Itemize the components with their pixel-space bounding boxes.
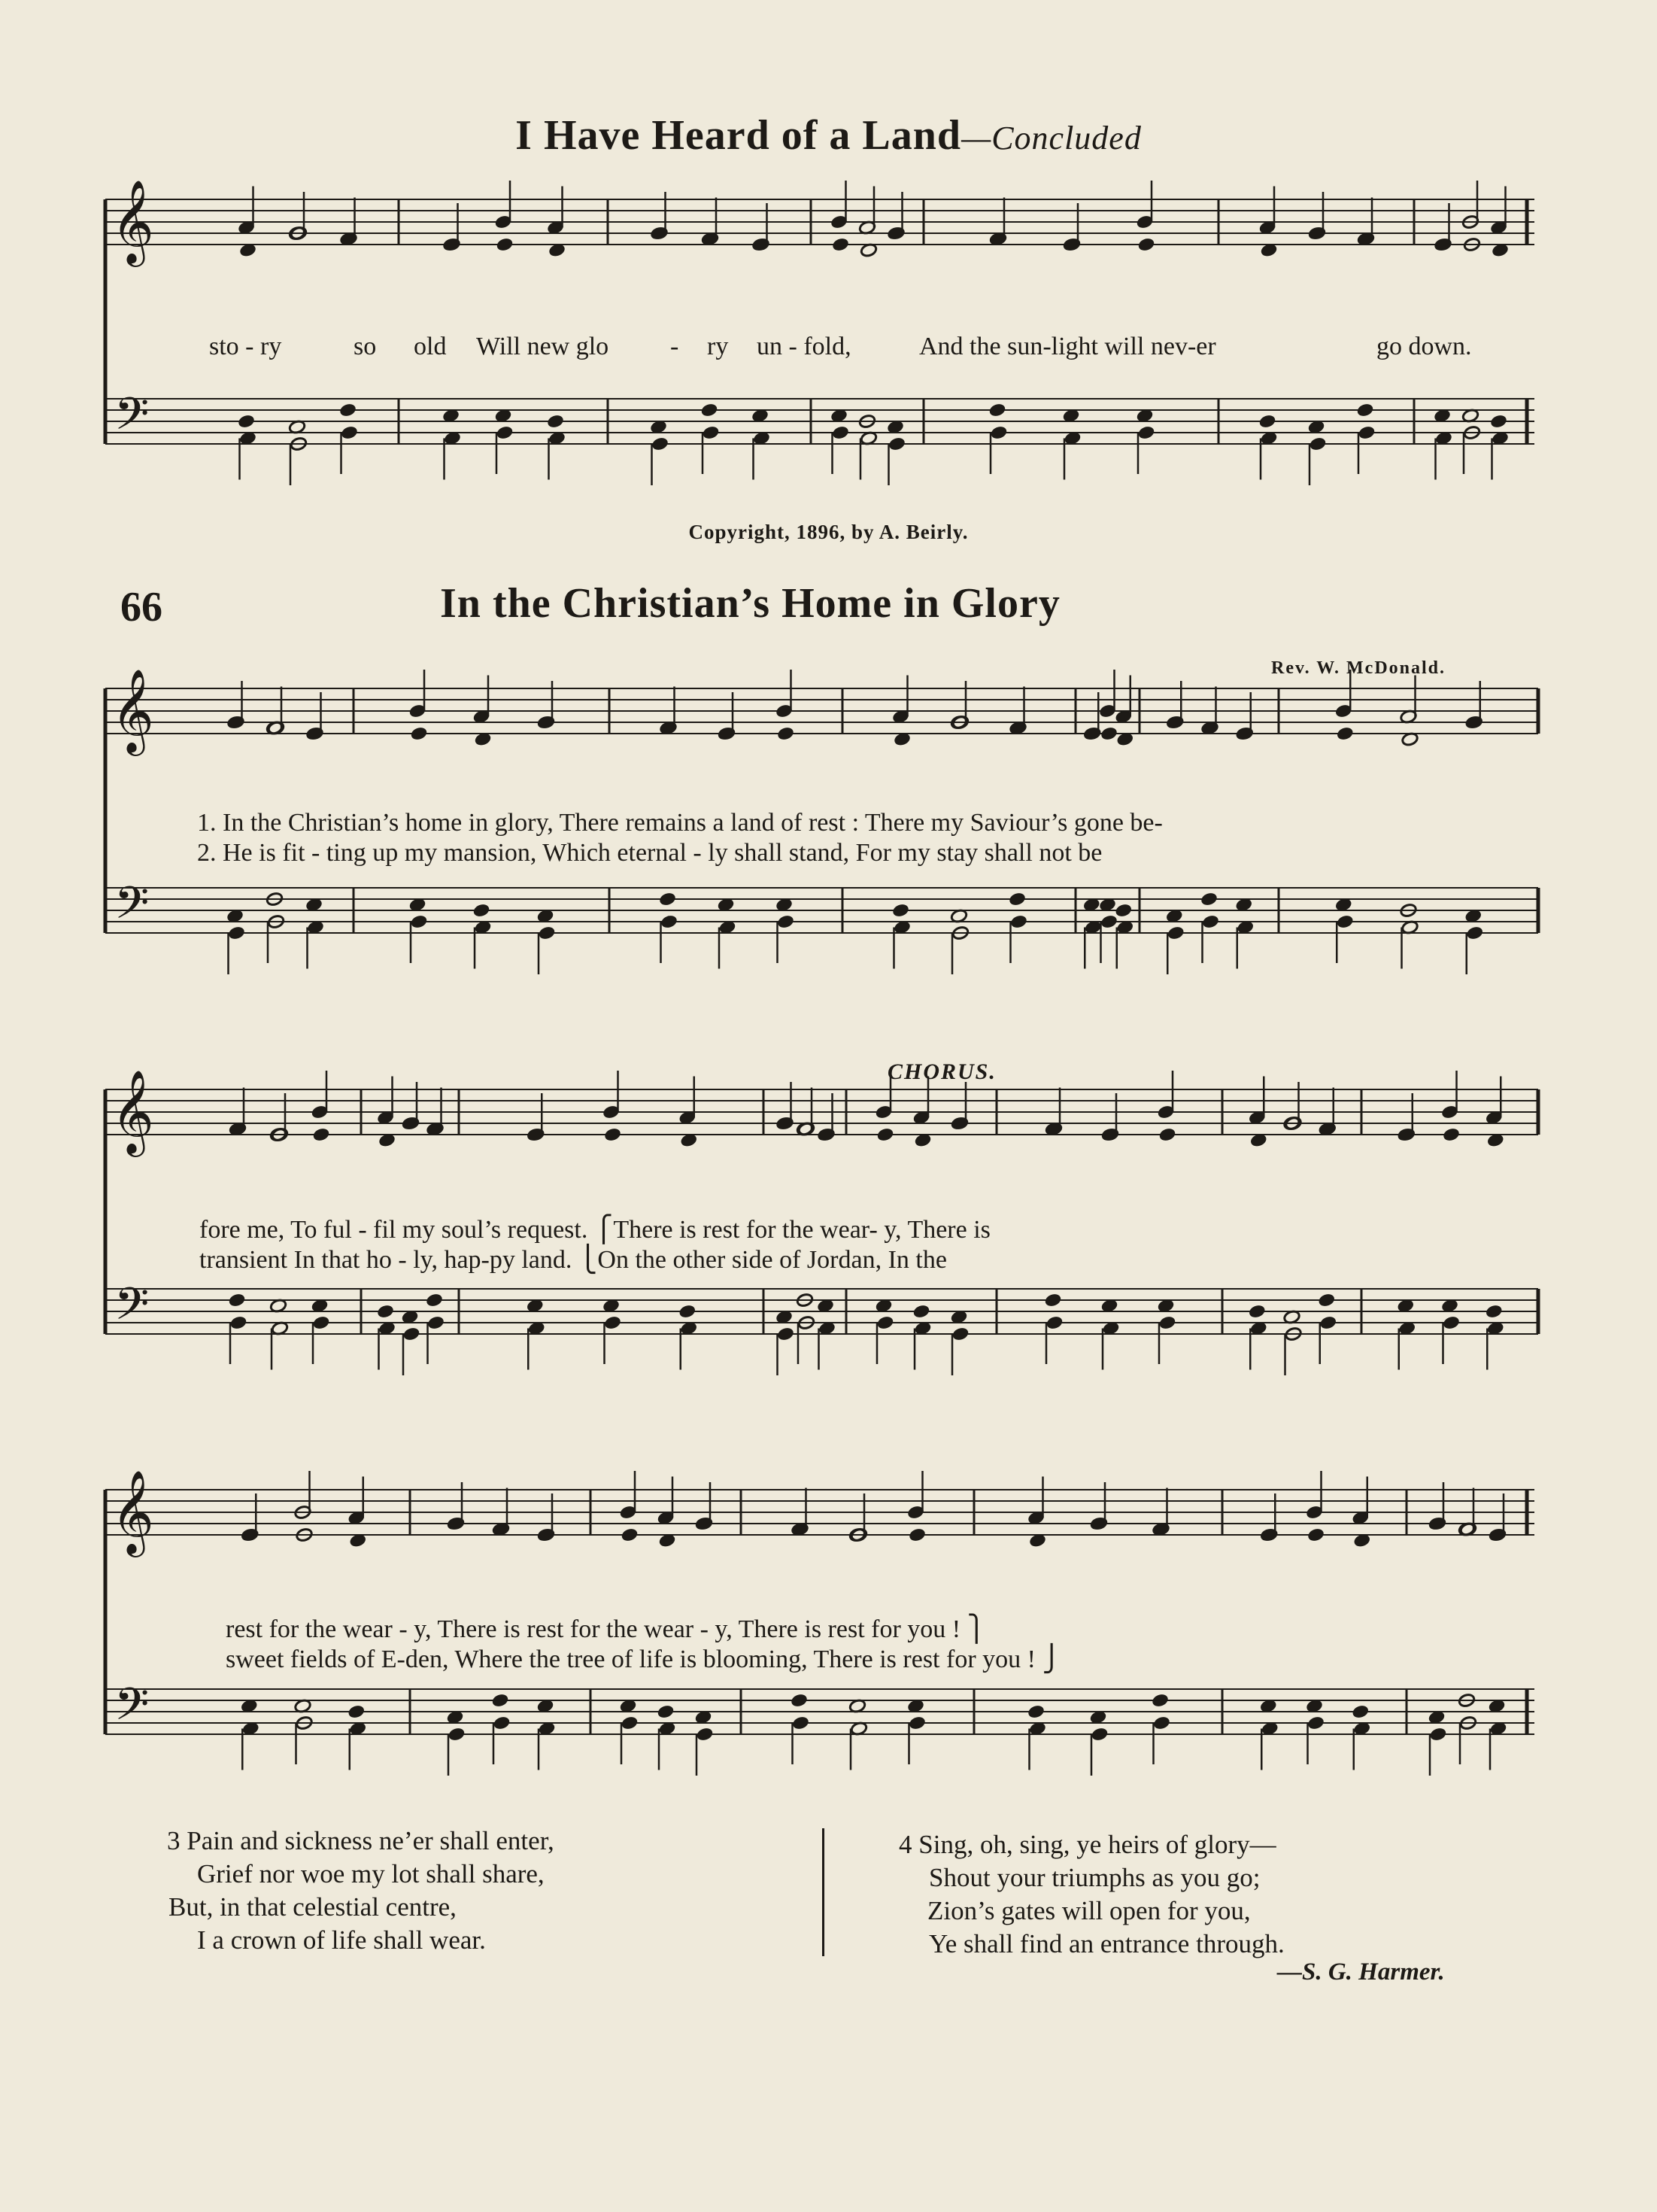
note-head	[1485, 1304, 1503, 1319]
note-head	[702, 425, 720, 440]
note-head	[1100, 914, 1118, 929]
note-head	[228, 925, 246, 940]
note-head	[1202, 914, 1220, 929]
note-head	[621, 1715, 639, 1730]
lyric-word: Will new glo	[476, 333, 609, 360]
note-head	[832, 237, 850, 252]
note-head	[1248, 1304, 1266, 1319]
bass-clef-icon: 𝄢	[114, 877, 150, 940]
treble-clef-icon: 𝄞	[111, 179, 154, 263]
verse-line: Zion’s gates will open for you,	[927, 1896, 1251, 1925]
note-head	[312, 1127, 330, 1142]
note-head	[1027, 1704, 1045, 1719]
note-head	[472, 903, 490, 918]
note-head	[377, 1304, 395, 1319]
note-head	[1100, 726, 1118, 741]
note-head	[1258, 414, 1276, 429]
note-head	[888, 436, 906, 451]
note-head	[228, 1293, 246, 1308]
note-head	[1318, 1293, 1336, 1308]
lyric-word: old	[414, 333, 447, 360]
note-head	[238, 414, 256, 429]
note-head	[491, 1693, 509, 1708]
lyric-line: transient In that ho - ly, hap-py land. ⎩On the other side of Jordan, In the	[199, 1246, 947, 1274]
note-head	[229, 1315, 247, 1330]
note-head	[657, 1704, 675, 1719]
note-head	[777, 726, 795, 741]
verse-4	[899, 1828, 1285, 1961]
note-head	[1044, 1293, 1062, 1308]
top-hymn-title-text: I Have Heard of a Land	[515, 112, 962, 159]
note-head	[1167, 925, 1185, 940]
lyric-word: un - fold,	[757, 333, 851, 360]
note-head	[1319, 1315, 1337, 1330]
note-head	[1443, 1315, 1461, 1330]
lyric-word: sto - ry	[209, 333, 282, 360]
note-head	[1153, 1715, 1171, 1730]
note-head	[951, 1326, 970, 1341]
note-head	[876, 1315, 894, 1330]
lyric-line: sweet fields of E-den, Where the tree of life is blooming, There is rest for you ! ⎭	[226, 1645, 1061, 1673]
verse-divider	[822, 1828, 824, 1956]
note-head	[660, 914, 678, 929]
lyric-line: 2. He is fit - ting up my mansion, Which eternal - ly shall stand, For my stay shall not be	[197, 839, 1103, 867]
note-head	[1045, 1315, 1064, 1330]
note-head	[909, 1527, 927, 1542]
lyric-line: 1. In the Christian’s home in glory, There remains a land of rest : There my Saviour’s gone be-	[197, 809, 1163, 837]
note-head	[312, 1315, 330, 1330]
note-head	[1137, 425, 1155, 440]
lyric-word: And the sun-light will nev-er	[919, 333, 1216, 360]
note-head	[1158, 1127, 1176, 1142]
lyric-word: ry	[707, 333, 729, 360]
note-head	[427, 1315, 445, 1330]
note-head	[547, 414, 565, 429]
note-head	[1356, 403, 1374, 418]
note-head	[1336, 726, 1354, 741]
verse-line: Ye shall find an entrance through.	[929, 1929, 1285, 1958]
note-head	[1307, 1715, 1325, 1730]
copyright-notice: Copyright, 1896, by A. Beirly.	[688, 521, 969, 543]
verse-line: But, in that celestial centre,	[168, 1892, 457, 1922]
note-head	[1309, 436, 1327, 451]
note-head	[777, 1326, 795, 1341]
hymn-title: In the Christian’s Home in Glory	[440, 580, 1061, 627]
note-head	[1152, 1693, 1170, 1708]
note-head	[621, 1527, 639, 1542]
note-head	[659, 892, 677, 907]
note-head	[1010, 914, 1028, 929]
treble-clef-icon: 𝄞	[111, 1469, 154, 1554]
note-head	[1336, 914, 1354, 929]
lyric-word: so	[354, 333, 377, 360]
note-head	[832, 425, 850, 440]
note-head	[1358, 425, 1376, 440]
note-head	[538, 925, 556, 940]
note-head	[1200, 892, 1218, 907]
note-head	[1443, 1127, 1461, 1142]
note-head	[1009, 892, 1027, 907]
lyric-line: fore me, To ful - fil my soul’s request. ⎧There is rest for the wear- y, There is	[199, 1216, 991, 1244]
note-head	[1466, 925, 1484, 940]
note-head	[339, 403, 357, 418]
note-head	[410, 726, 428, 741]
note-head	[792, 1715, 810, 1730]
note-head	[496, 237, 514, 252]
treble-clef-icon: 𝄞	[111, 1069, 154, 1153]
note-head	[1091, 1727, 1109, 1742]
verse-line: I a crown of life shall wear.	[197, 1925, 486, 1955]
note-head	[1158, 1315, 1176, 1330]
note-head	[1352, 1704, 1370, 1719]
note-head	[448, 1727, 466, 1742]
note-head	[912, 1304, 930, 1319]
note-head	[990, 425, 1008, 440]
note-head	[777, 914, 795, 929]
bass-clef-icon: 𝄢	[114, 1678, 150, 1741]
note-head	[604, 1127, 622, 1142]
note-head	[347, 1704, 366, 1719]
note-head	[696, 1727, 714, 1742]
note-head	[791, 1693, 809, 1708]
verse-line: Shout your triumphs as you go;	[929, 1863, 1261, 1892]
note-head	[700, 403, 718, 418]
hymn-number: 66	[120, 584, 162, 630]
note-head	[678, 1304, 696, 1319]
top-hymn-title-suffix: —Concluded	[961, 120, 1142, 156]
chorus-label: CHORUS.	[888, 1059, 997, 1084]
lyric-word: go down.	[1376, 333, 1472, 360]
note-head	[1307, 1527, 1325, 1542]
note-head	[426, 1293, 444, 1308]
verse-line: Grief nor woe my lot shall share,	[197, 1859, 545, 1888]
verse-3	[167, 1825, 554, 1957]
note-head	[892, 903, 910, 918]
note-head	[1115, 903, 1133, 918]
note-head	[1490, 414, 1508, 429]
note-head	[410, 914, 428, 929]
note-head	[1429, 1727, 1447, 1742]
note-head	[876, 1127, 894, 1142]
lyric-word: -	[670, 333, 679, 360]
bass-clef-icon: 𝄢	[114, 1278, 150, 1341]
note-head	[493, 1715, 511, 1730]
note-head	[604, 1315, 622, 1330]
note-head	[651, 436, 669, 451]
verse-line: 4 Sing, oh, sing, ye heirs of glory—	[899, 1830, 1276, 1859]
note-head	[909, 1715, 927, 1730]
hymn-author: Rev. W. McDonald.	[1271, 658, 1446, 678]
lyric-line: rest for the wear - y, There is rest for the wear - y, There is rest for you ! ⎫	[226, 1615, 987, 1643]
note-head	[496, 425, 514, 440]
treble-clef-icon: 𝄞	[111, 668, 154, 752]
note-head	[341, 425, 359, 440]
note-head	[1137, 237, 1155, 252]
note-head	[402, 1326, 420, 1341]
verse-attribution: —S. G. Harmer.	[1277, 1958, 1445, 1986]
note-head	[988, 403, 1006, 418]
verse-line: 3 Pain and sickness ne’er shall enter,	[167, 1826, 554, 1855]
bass-clef-icon: 𝄢	[114, 387, 150, 451]
